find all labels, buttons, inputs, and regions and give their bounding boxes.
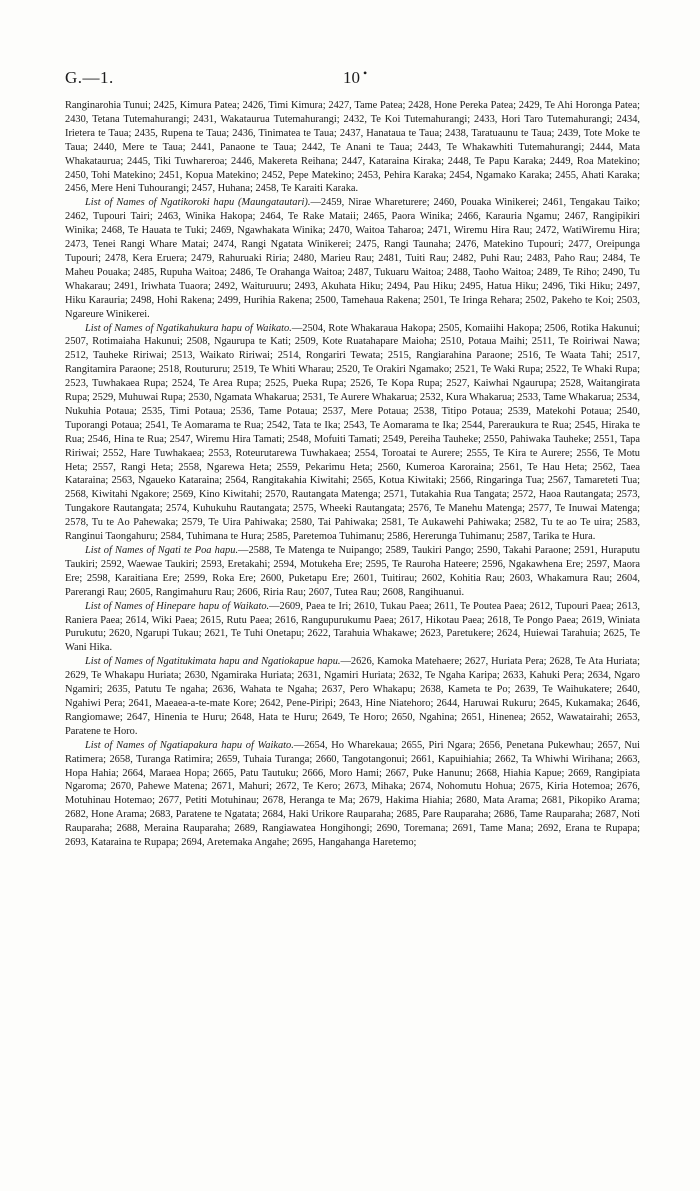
list-heading: List of Names of Ngatitukimata hapu and Ngatiokapue hapu. [85, 656, 341, 668]
page-number: 10 [343, 68, 360, 87]
paragraph [65, 99, 640, 196]
paragraph-text: —2609, Paea te Iri; 2610, Tukau Paea; 2611, Te Poutea Paea; 2612, Tupouri Paea; 2613, Raniera Paea; 2614, Wiki Paea; 2615, Rutu Paea; 2616, Rangupurukumu Paea; 2617, Hikotau Paea; 2618, Te Pongo Paea; 2619, Winiata Purukutu; 2620, Ngarupi Tukau; 2621, Te Tuhi Onetapu; 2622, Tarahuia Whakawe; 2623, Paretukere; 2624, Huiewai Tarahuia; 2625, Te Wani Hika. [65, 600, 640, 654]
paragraph-text: —2504, Rote Whakaraua Hakopa; 2505, Komaiihi Hakopa; 2506, Rotika Hakunui; 2507, Rotimaiaha Hakunui; 2508, Ngaurupa te Kati; 2509, Kote Ruatahapare Maioha; 2510, Potaua Maihi; 2511, Te Roiriwai Nawa; 2512, Tauheke Ririwai; 2513, Waikato Ririwai; 2514, Rongariri Tewata; 2515, Rangiarahina Paraone; 2516, Te Waata Tahi; 2517, Rangitamira Paraone; 2518, Routururu; 2519, Te Whiti Wharau; 2520, Te Orakiri Ngamako; 2521, Te Waki Rupa; 2522, Te Whaki Rupa; 2523, Tuwhakaea Rupa; 2524, Te Area Rupa; 2525, Pueka Rupa; 2526, Te Kopa Rupa; 2527, Kaiwhai Ngaurupa; 2528, Waitangirata Rupa; 2529, Muhuwai Rupa; 2530, Ngamata Whakarua; 2531, Te Aurere Whakarua; 2532, Kura Whakarua; 2533, Tame Whakarua; 2534, Nukuhia Potaua; 2535, Timi Potaua; 2536, Tame Potaua; 2537, Mere Potaua; 2538, Titipo Potaua; 2539, Matekohi Potaua; 2540, Tuporangi Potaua; 2541, Te Aomarama te Rua; 2542, Tata te Ika; 2543, Te Aomarama te Ika; 2544, Pareraukura te Rua; 2545, Hiraka te Rua; 2546, Hina te Rua; 2547, Wiremu Hira Tamati; 2548, Mofuiti Tamati; 2549, Pereiha Tauheke; 2550, Pahiwaka Tauheke; 2551, Tapa Ririwai; 2552, Hare Tuwhakaea; 2553, Roteurutarewa Tuwhakaea; 2554, Toroatai te Aurere; 2555, Te Kira te Aurere; 2556, Te Motu Heta; 2557, Rangi Heta; 2558, Ngarewa Heta; 2559, Pekarimu Heta; 2560, Kumeroa Karoraina; 2561, Te Hau Heta; 2562, Taea Kataraina; 2563, Ngaueko Kataraina; 2564, Rangitakahia Kiwitahi; 2565, Kotua Kiwitaki; 2566, Ringaringa Tua; 2567, Tamareteti Tua; 2568, Kiwitahi Ngakore; 2569, Kino Kiwitahi; 2570, Rautangata Matenga; 2571, Tutakahia Rua Tangata; 2572, Haoa Rautangata; 2573, Tungakore Rautangata; 2574, Kuhukuhu Rautangata; 2575, Wheeki Rautangata; 2576, Te Manehu Matenga; 2577, Te Inuwai Matenga; 2578, Tu te Ao Pahewaka; 2579, Te Uira Pahiwaka; 2580, Tai Pahiwaka; 2581, Te Aukawehi Pahiwaka; 2582, Tu te ao Te uira; 2583, Ranginui Taongahuru; 2584, Tuhimana te Hura; 2585, Paretemoa Tuhimanu; 2586, Hererunga Tuhimanu; 2587, Tarika te Hura. [65, 322, 641, 543]
paragraph [65, 322, 640, 545]
paragraph-text: —2588, Te Matenga te Nuipango; 2589, Taukiri Pango; 2590, Takahi Paraone; 2591, Huraputu Taukiri; 2592, Waewae Taukiri; 2593, Eretakahi; 2594, Motukeha Ere; 2595, Te Rauroha Hateere; 2596, Ngakawhena Ere; 2597, Maora Ere; 2598, Karaitiana Ere; 2599, Roka Ere; 2600, Puketapu Ere; 2601, Tuitirau; 2602, Kohitia Rau; 2603, Whakamura Rau; 2604, Parerangi Rau; 2605, Rangimahuru Rau; 2606, Riria Rau; 2607, Tutea Rau; 2608, Rangihuanui. [65, 545, 640, 598]
paragraph [65, 196, 640, 321]
paragraph [65, 544, 640, 600]
paragraph [65, 739, 640, 850]
list-heading: List of Names of Ngati te Poa hapu. [85, 545, 239, 556]
paragraph-text: —2626, Kamoka Matehaere; 2627, Huriata Pera; 2628, Te Ata Huriata; 2629, Te Whakapu Huriata; 2630, Ngamiraka Huriata; 2631, Ngamiri Huriata; 2632, Te Ngaha Karipa; 2633, Kahuki Pera; 2634, Ngaro Ngamiri; 2635, Patutu Te ngaha; 2636, Wahata te Ngaha; 2637, Pero Whakapu; 2638, Kameta te Po; 2639, Te Waihukatere; 2640, Ngahiwi Pera; 2641, Maeaea-a-te-mate Kore; 2642, Pene-Piripi; 2643, Hine Niatehoro; 2644, Haruwai Rukuru; 2645, Kukamaka; 2646, Rangiomawe; 2647, Hinenia te Huru; 2648, Hata te Huru; 2649, Te Horo; 2650, Ngahina; 2651, Hinenea; 2652, Wawatairahi; 2653, Paratene te Horo. [65, 656, 640, 737]
paragraph-text: Ranginarohia Tunui; 2425, Kimura Patea; 2426, Timi Kimura; 2427, Tame Patea; 2428, Hone Pereka Patea; 2429, Te Ahi Horonga Patea; 2430, Tetana Tutemahurangi; 2431, Wakatauruа Tutemahurangi; 2432, Te Koi Tutemahurangi; 2433, Hori Taro Tutemahurangi; 2434, Irietera te Taua; 2435, Rupena te Taua; 2436, Tinimatea te Taua; 2437, Hanataua te Taua; 2438, Taratuaunu te Taua; 2439, Tote Moke te Taua; 2440, Mere te Taua; 2441, Panaone te Taua; 2442, Te Anani te Taua; 2443, Te Whakawhiti Tutemahurangi; 2444, Mata Whakatauruа; 2445, Tiki Tuwharеroa; 2446, Makereta Reihana; 2447, Kataraina Kiraka; 2448, Te Papu Karaka; 2449, Roa Matekino; 2450, Tohi Matekino; 2451, Kopua Matekino; 2452, Pepe Matekino; 2453, Pehira Karaka; 2454, Ngamako Karaka; 2455, Ahati Karaka; 2456, Mere Heni Tuhourangi; 2457, Huhana; 2458, Te Karaiti Karaka. [65, 100, 640, 195]
list-heading: List of Names of Ngatikahukura hapu of Waikato. [85, 322, 292, 334]
paragraph-text: —2459, Nirae Wharеturere; 2460, Pouaka Winikerei; 2461, Tengakau Taiko; 2462, Tupouri Tairi; 2463, Winika Hakopa; 2464, Te Rake Mataii; 2465, Paora Winika; 2466, Karauria Ngamu; 2467, Rangipikiri Winika; 2468, Te Hauata te Tuki; 2469, Ngawhakata Winika; 2470, Waitoa Taharoa; 2471, Wiremu Hira Rau; 2472, WatiWiremu Hira; 2473, Tenei Rangi Whare Matai; 2474, Rangi Ngatata Winikerei; 2475, Rangi Taunaha; 2476, Matekino Tupouri; 2477, Oreipunga Tupouri; 2478, Kera Eruera; 2479, Rahuruaki Riria; 2480, Marieu Rau; 2481, Tuiti Rau; 2482, Puhi Rau; 2483, Paho Rau; 2484, Te Maheu Pouaka; 2485, Rupuha Waitoa; 2486, Te Orahanga Waitoa; 2487, Tukuaru Waitoa; 2488, Taoho Waitoa; 2489, Te Riho; 2490, Tu Whakarau; 2491, Iriwhata Tuaora; 2492, Waituruuru; 2493, Akuhata Hiku; 2494, Pau Hiku; 2495, Hatua Hiku; 2496, Tiki Hiku; 2497, Hiku Karauria; 2498, Hohi Rakena; 2499, Hurihia Rakena; 2500, Tamehaua Rakena; 2501, Te Iringa Rehara; 2502, Pakeho te Koi; 2503, Ngareure Winikerei. [65, 197, 641, 320]
paragraph-text: —2654, Ho Wharekaua; 2655, Piri Ngara; 2656, Penetana Pukewhau; 2657, Nui Ratimera; 2658, Turanga Ratimira; 2659, Tuhaia Turanga; 2660, Tangotangonui; 2661, Kapuihiahia; 2662, Ta Whiwhi Wirihana; 2663, Hopa Hahia; 2664, Maraea Hopa; 2665, Patu Tautuku; 2666, Moro Hami; 2667, Puke Hanunu; 2668, Hiahia Kapue; 2669, Rangipiata Ngaroma; 2670, Pahewe Matena; 2671, Mahuri; 2672, Te Kero; 2673, Mihaka; 2674, Nohomutu Hohua; 2675, Kiria Hotemoa; 2676, Motuhinau Hotemao; 2677, Petiti Motuhinau; 2678, Herangа te Ma; 2679, Hakima Hiahia; 2680, Mata Arama; 2681, Pikopiko Arama; 2682, Hone Arama; 2683, Paratene te Ngatata; 2684, Haki Urikore Rauparaha; 2685, Pare Rauparaha; 2686, Tame Rauparaha; 2687, Noti Rauparaha; 2688, Meraina Rauparaha; 2689, Rangiawatea Hongihongi; 2690, Toremana; 2691, Tame Mana; 2692, Erana te Rupapa; 2693, Kataraina te Rupapa; 2694, Aretemaka Angahe; 2695, Hangahanga Haretemo; [65, 739, 640, 849]
page-header [65, 68, 640, 90]
list-heading: List of Names of Hineparе hapu of Waikato. [85, 600, 270, 612]
document-reference: G.—1. [65, 68, 114, 87]
paragraph [65, 600, 640, 656]
list-heading: List of Names of Ngatiapakura hapu of Waikato. [85, 739, 294, 751]
header-mark: • [363, 66, 368, 80]
document-body [65, 99, 640, 850]
list-heading: List of Names of Ngatikoroki hapu (Maungatautari). [85, 197, 311, 209]
paragraph [65, 655, 640, 738]
